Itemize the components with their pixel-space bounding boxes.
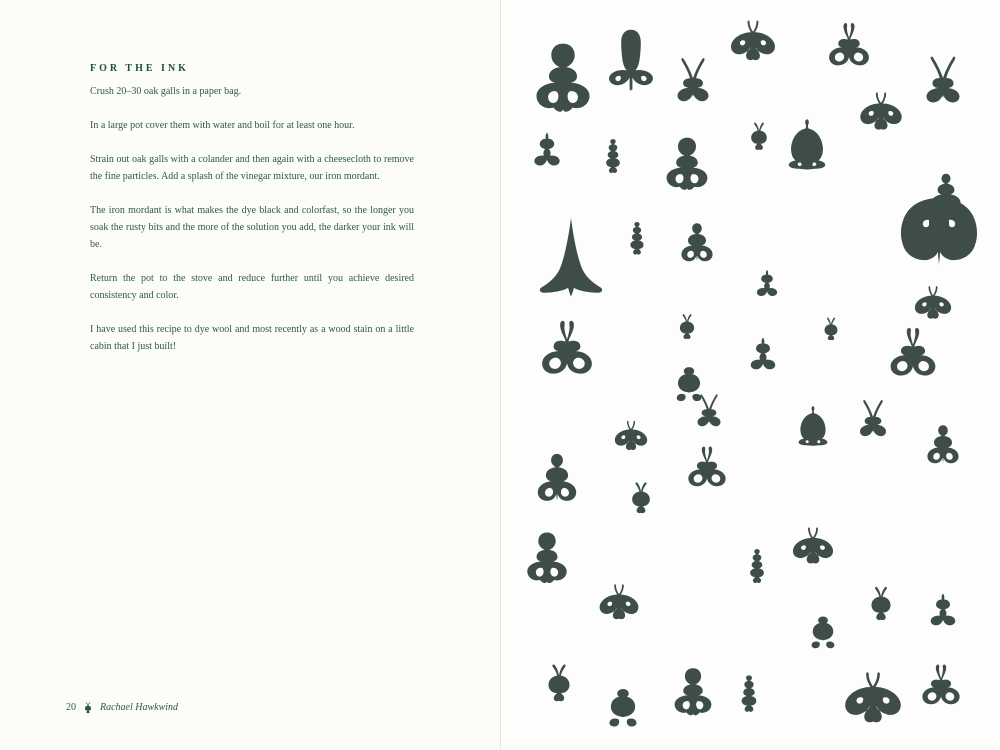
inkblot-totem xyxy=(750,549,764,583)
inkblot-sprout xyxy=(548,665,569,702)
inkblot-crown xyxy=(538,454,576,501)
inkblot-sprout xyxy=(680,314,694,339)
recipe-paragraph: In a large pot cover them with water and boil for at least one hour. xyxy=(90,120,355,131)
inkblot-crown xyxy=(927,425,958,463)
inkblot-moth xyxy=(915,286,951,319)
inkblot-goblet xyxy=(931,594,955,626)
inkblot-bigblob xyxy=(901,198,977,265)
recipe-paragraphs xyxy=(90,83,414,355)
section-heading: FOR THE INK xyxy=(90,63,189,74)
inkblot-pedestal xyxy=(667,138,708,190)
inkblot-bell xyxy=(799,406,828,446)
inkblot-goblet xyxy=(534,133,559,166)
recipe-paragraph: Crush 20–30 oak galls in a paper bag. xyxy=(90,86,242,97)
recipe-paragraph: Return the pot to the stove and reduce further until you achieve desired consistency and color. xyxy=(90,273,414,301)
inkblot-bell xyxy=(789,119,825,169)
inkblot-frog xyxy=(609,689,636,727)
inkblot-sprout xyxy=(871,587,890,620)
inkblot-moth xyxy=(860,92,901,129)
inkblot-sprout xyxy=(632,482,650,513)
inkblot-butterfly xyxy=(922,665,959,705)
inkblot-goblet xyxy=(757,270,777,296)
inkblot-moth xyxy=(731,21,775,61)
inkblot-frog xyxy=(812,617,835,649)
inkblot-moth xyxy=(615,421,647,450)
inkblot-pedestal xyxy=(536,44,589,112)
page-number: 20 xyxy=(66,702,76,713)
inkblot-rocket xyxy=(609,30,653,91)
recipe-paragraph: Strain out oak galls with a colander and then again with a cheesecloth to remove the fine particles. Add a splash of the vinegar mixture, our iron mordant. xyxy=(90,154,414,182)
inkblot-spike xyxy=(540,218,602,297)
recipe-paragraph: The iron mordant is what makes the dye black and colorfast, so the longer you soak the rusty bits and the more of the solution you add, the darker your ink will be. xyxy=(90,205,414,250)
inkblot-sprout xyxy=(825,318,838,341)
right-page-illustration xyxy=(500,0,1000,750)
inkblot-totem xyxy=(606,139,620,173)
inkblot-pedestal xyxy=(675,668,712,715)
inkblot-butterfly xyxy=(688,447,725,487)
inkblot-totem xyxy=(630,222,643,255)
inkblot-pattern-canvas xyxy=(501,0,1000,750)
inkblot-butterfly xyxy=(891,328,936,376)
page-footer xyxy=(66,701,178,714)
recipe-paragraph: I have used this recipe to dye wool and most recently as a wood stain on a little cabin that I just built! xyxy=(90,324,414,352)
recipe-text-block xyxy=(90,60,414,372)
inkblot-totem xyxy=(742,675,757,712)
inkblot-crown xyxy=(681,223,712,261)
inkblot-frog xyxy=(677,367,701,401)
inkblot-butterfly xyxy=(542,321,592,374)
inkblot-sprout xyxy=(751,123,767,150)
inkblot-goblet xyxy=(751,338,775,370)
inkblot-moth xyxy=(845,672,901,722)
inkblot-antennaV xyxy=(678,58,709,101)
inkblot-butterfly xyxy=(829,23,869,65)
sprout-fleuron-icon xyxy=(83,701,93,714)
inkblot-antennaV xyxy=(860,400,886,436)
inkblot-pedestal xyxy=(527,532,566,583)
inkblot-moth xyxy=(600,584,639,619)
inkblot-moth xyxy=(793,527,833,563)
author-name: Rachael Hawkwind xyxy=(100,702,179,713)
inkblot-antennaV xyxy=(927,57,960,103)
